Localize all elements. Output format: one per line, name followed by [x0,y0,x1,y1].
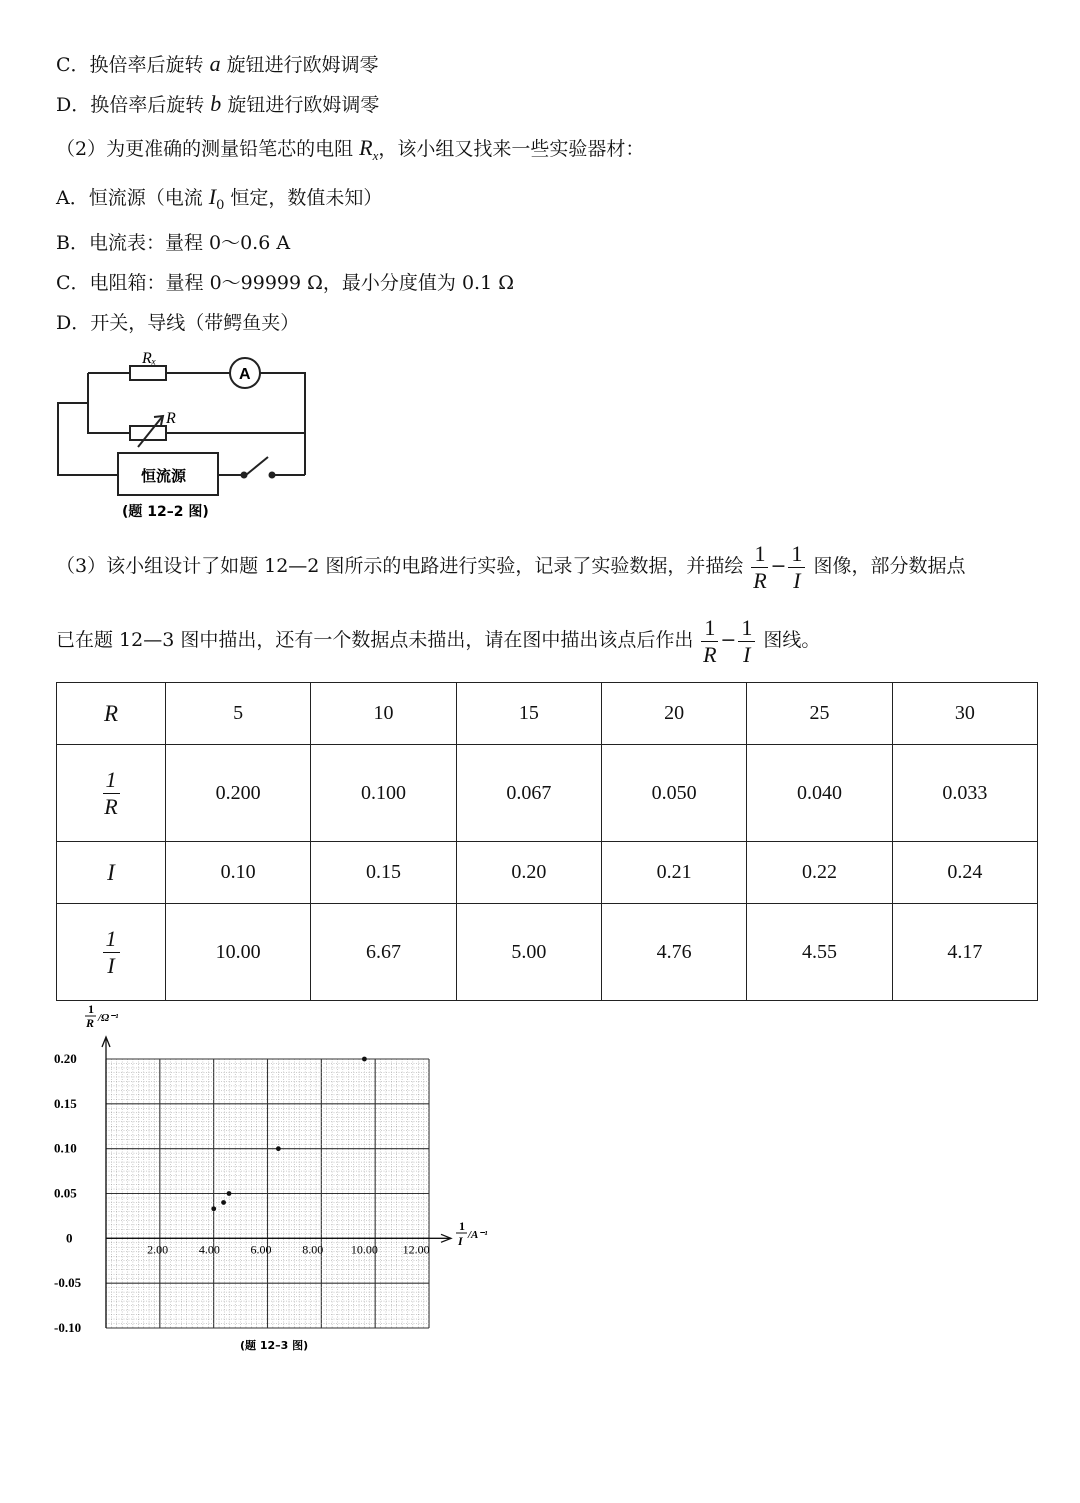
y-tick-label: 0.05 [54,1185,77,1201]
x-axis-label-unit: /A⁻¹ [468,1229,488,1241]
y-tick-label: 0.10 [54,1140,77,1156]
y-tick-label: 0.15 [54,1095,77,1111]
x-axis-label-den: I [458,1234,463,1248]
fraction-1-over-r: $\frac{1}{R}$ [753,540,767,593]
table-cell: 20 [601,683,746,745]
equipment-a: A．恒流源（电流 $I_0$ 恒定，数值未知） [56,184,383,213]
row-header: R [57,683,166,745]
circuit-diagram [50,345,320,525]
table-row [57,904,1038,1001]
circuit-caption: (题 12–2 图) [122,504,209,520]
data-point [362,1057,367,1062]
row-header: I [57,842,166,904]
rx-resistor [130,366,166,380]
option-d: D．换倍率后旋转 b 旋钮进行欧姆调零 [56,91,380,116]
data-point [227,1191,232,1196]
x-tick-label: 2.00 [147,1242,169,1257]
r-label: R [166,410,176,427]
table-cell: 5.00 [456,904,601,1001]
scatter-chart [40,1000,510,1360]
y-axis-label-den: R [86,1016,95,1030]
x-tick-label: 8.00 [302,1242,324,1257]
table-cell: 0.033 [892,745,1037,842]
x-tick-label: 10.00 [350,1242,378,1257]
table-row [57,842,1038,904]
source-label: 恒流源 [141,467,187,485]
switch-contact [242,473,247,478]
wire [260,373,305,475]
table-cell: 0.100 [311,745,456,842]
table-cell: 6.67 [311,904,456,1001]
table-cell: 0.200 [166,745,311,842]
y-axis-label-unit: /Ω⁻¹ [98,1012,119,1024]
table-cell: 30 [892,683,1037,745]
switch-contact [270,473,275,478]
fraction-1-over-i: $\frac{1}{I}$ [788,541,805,594]
fraction-1-over-i: $\frac{1}{I}$ [738,615,755,668]
equipment-c: C．电阻箱：量程 0～99999 Ω，最小分度值为 0.1 Ω [56,272,514,294]
data-point [276,1146,281,1151]
table-cell: 0.20 [456,842,601,904]
fraction-1-over-r: $\frac{1}{R}$ [703,614,717,667]
table-cell: 0.15 [311,842,456,904]
rx-label: Rₓ [142,350,157,367]
table-cell: 4.17 [892,904,1037,1001]
table-cell: 4.55 [747,904,892,1001]
equipment-b: B．电流表：量程 0～0.6 A [56,232,291,254]
table-row [57,683,1038,745]
ammeter-label: A [239,366,251,383]
table-cell: 0.040 [747,745,892,842]
y-tick-label: 0 [66,1230,73,1246]
table-cell: 0.22 [747,842,892,904]
question-2: （2）为更准确的测量铅笔芯的电阻 $R_x$，该小组又找来一些实验器材： [56,135,645,163]
x-tick-label: 6.00 [250,1242,272,1257]
row-header: $\frac{1}{R}$ [57,745,166,842]
table-cell: 4.76 [601,904,746,1001]
table-cell: 5 [166,683,311,745]
table-cell: 0.21 [601,842,746,904]
row-header: $\frac{1}{I}$ [57,904,166,1001]
table-row [57,745,1038,842]
data-point [211,1206,216,1211]
table-cell: 0.24 [892,842,1037,904]
table-cell: 10 [311,683,456,745]
table-cell: 10.00 [166,904,311,1001]
x-tick-label: 12.00 [402,1242,430,1257]
question-3-line2: 已在题 12—3 图中描出，还有一个数据点未描出，请在图中描出该点后作出 $\frac{1}{R}$ − $\frac{1}{I}$ 图线。 [56,614,821,667]
y-tick-label: 0.20 [54,1051,77,1066]
option-c: C．换倍率后旋转 a 旋钮进行欧姆调零 [56,51,379,76]
table-cell: 0.067 [456,745,601,842]
equipment-d: D．开关，导线（带鳄鱼夹） [56,312,300,334]
question-3-line1: （3）该小组设计了如题 12—2 图所示的电路进行实验，记录了实验数据，并描绘 $\frac{1}{R}$ − $\frac{1}{I}$ 图像，部分数据点 [56,540,966,593]
table-cell: 0.050 [601,745,746,842]
data-point [221,1200,226,1205]
rheostat-arrow [138,417,162,447]
grid [106,1059,429,1328]
data-table [56,682,1038,1001]
table-cell: 25 [747,683,892,745]
x-axis-label-num: 1 [459,1219,465,1233]
wire [88,373,130,433]
table-cell: 0.10 [166,842,311,904]
table-cell: 15 [456,683,601,745]
switch-lever [246,457,268,475]
y-tick-label: -0.05 [54,1275,82,1291]
y-tick-label: -0.10 [54,1320,82,1335]
y-axis-label-num: 1 [88,1002,94,1016]
chart-caption: (题 12–3 图) [240,1339,309,1352]
x-tick-label: 4.00 [198,1242,220,1257]
